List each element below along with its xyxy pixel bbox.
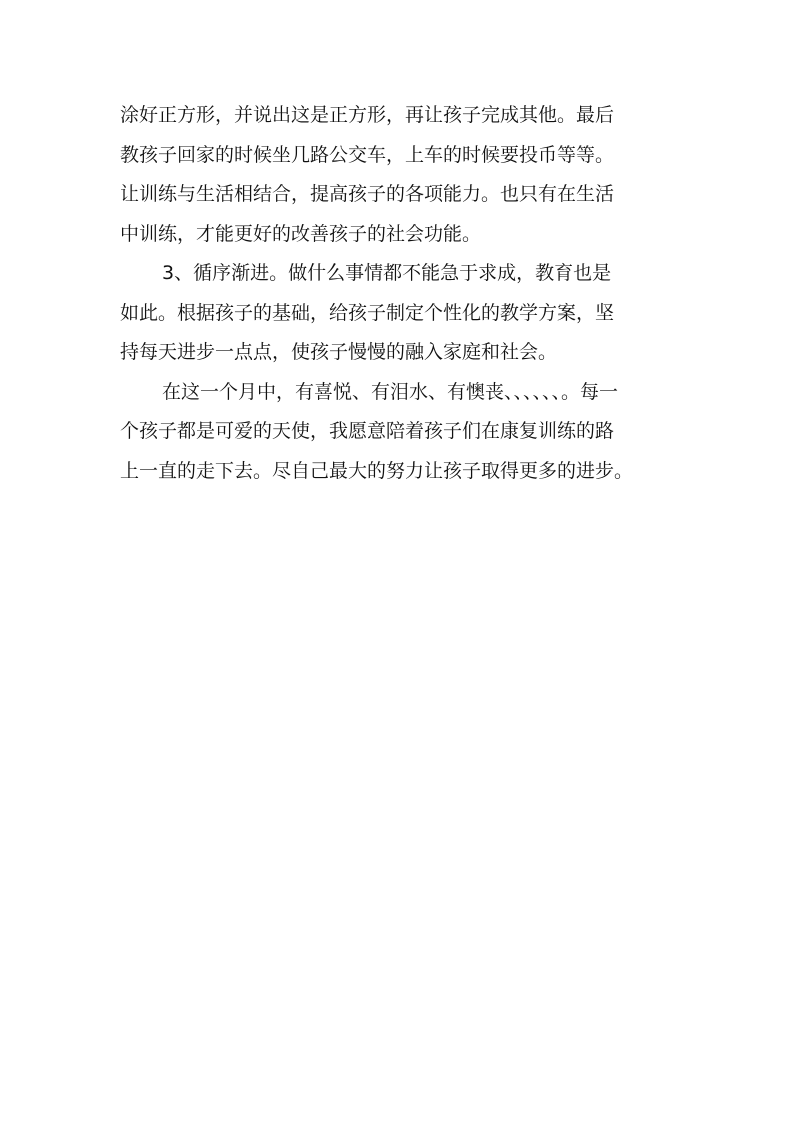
text-line: 中训练，才能更好的改善孩子的社会功能。 xyxy=(120,222,482,245)
text-line: 涂好正方形，并说出这是正方形，再让孩子完成其他。最后 xyxy=(120,104,615,126)
text-line: 在这一个月中，有喜悦、有泪水、有懊丧、、、、、、。每一 xyxy=(162,380,619,403)
text-line: 持每天进步一点点，使孩子慢慢的融入家庭和社会。 xyxy=(120,341,558,363)
text-line: 让训练与生活相结合，提高孩子的各项能力。也只有在生活 xyxy=(120,183,615,205)
paragraph-3 xyxy=(120,373,680,492)
paragraph-2 xyxy=(120,254,680,373)
text-line: 教孩子回家的时候坐几路公交车，上车的时候要投币等等。 xyxy=(120,143,615,166)
text-line: 3、循序渐进。做什么事情都不能急于求成，教育也是 xyxy=(162,262,612,284)
text-line: 如此。根据孩子的基础，给孩子制定个性化的教学方案，坚 xyxy=(120,301,615,324)
paragraph-1 xyxy=(120,96,680,254)
text-line: 个孩子都是可爱的天使，我愿意陪着孩子们在康复训练的路 xyxy=(120,420,615,442)
text-line: 上一直的走下去。尽自己最大的努力让孩子取得更多的进步。 xyxy=(120,459,634,482)
document-body xyxy=(120,96,680,491)
